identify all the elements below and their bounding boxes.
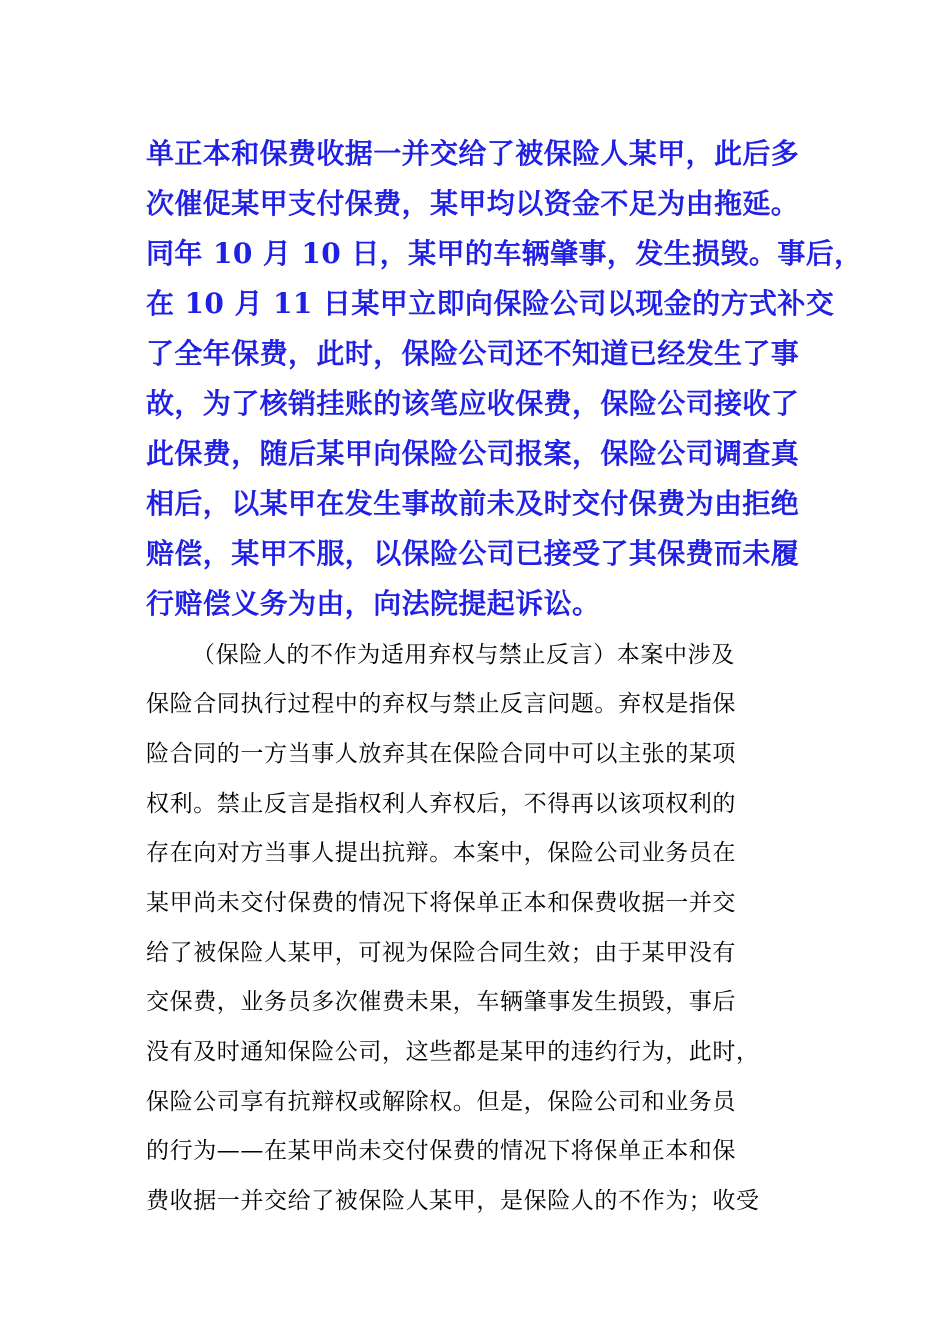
blue-line-1: 单正本和保费收据一并交给了被保险人某甲，此后多: [146, 137, 800, 170]
black-line-11: 的行为——在某甲尚未交付保费的情况下将保单正本和保: [146, 1138, 736, 1164]
black-line-3: 险合同的一方当事人放弃其在保险合同中可以主张的某项: [146, 741, 736, 767]
blue-line-2: 次催促某甲支付保费，某甲均以资金不足为由拖延。: [146, 187, 800, 220]
blue-line-9: 赔偿，某甲不服，以保险公司已接受了其保费而未履: [146, 537, 800, 570]
black-line-9: 没有及时通知保险公司，这些都是某甲的违约行为，此时，: [146, 1039, 760, 1065]
blue-line-8: 相后，以某甲在发生事故前未及时交付保费为由拒绝: [146, 487, 800, 520]
black-line-4: 权利。禁止反言是指权利人弃权后，不得再以该项权利的: [146, 791, 736, 817]
black-line-6: 某甲尚未交付保费的情况下将保单正本和保费收据一并交: [146, 890, 736, 916]
black-line-2: 保险合同执行过程中的弃权与禁止反言问题。弃权是指保: [146, 691, 736, 717]
black-line-7: 给了被保险人某甲，可视为保险合同生效；由于某甲没有: [146, 940, 736, 966]
blue-line-7: 此保费，随后某甲向保险公司报案，保险公司调查真: [146, 437, 800, 470]
blue-line-6: 故，为了核销挂账的该笔应收保费，保险公司接收了: [146, 387, 800, 420]
black-line-5: 存在向对方当事人提出抗辩。本案中，保险公司业务员在: [146, 840, 736, 866]
black-line-8: 交保费，业务员多次催费未果，车辆肇事发生损毁，事后: [146, 989, 736, 1015]
black-line-10: 保险公司享有抗辩权或解除权。但是，保险公司和业务员: [146, 1089, 736, 1115]
blue-line-5: 了全年保费，此时，保险公司还不知道已经发生了事: [146, 337, 800, 370]
blue-line-4: 在 10 月 11 日某甲立即向保险公司以现金的方式补交: [146, 287, 835, 320]
blue-line-3: 同年 10 月 10 日，某甲的车辆肇事，发生损毁。事后，: [146, 237, 863, 270]
blue-line-10: 行赔偿义务为由，向法院提起诉讼。: [146, 587, 601, 620]
black-line-12: 费收据一并交给了被保险人某甲，是保险人的不作为；收受: [146, 1188, 760, 1214]
black-line-1: （保险人的不作为适用弃权与禁止反言）本案中涉及: [192, 642, 735, 668]
